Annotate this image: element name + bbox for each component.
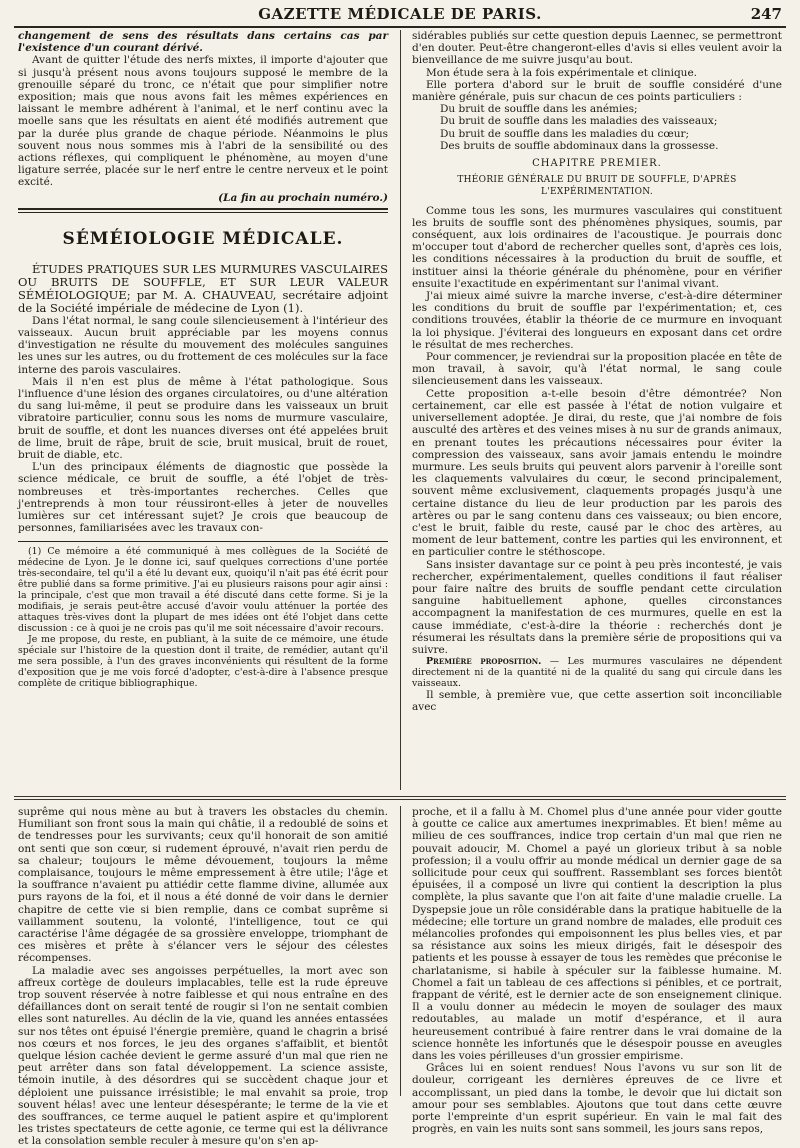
list-item: Des bruits de souffle abdominaux dans la grossesse.: [440, 139, 719, 152]
section-title: SÉMÉIOLOGIE MÉDICALE.: [62, 228, 344, 249]
list-item: Du bruit de souffle dans les maladies du cœur;: [440, 127, 690, 140]
paragraph: Mais il n'en est plus de même à l'état pathologique. Sous l'influence d'une lésion des organes circulatoires, ou d'une altération du sang lui-même, il peut se produire dans les vaisseaux un bruit vibratoire particulier, connu sous les noms de murmure vasculaire, bruit de souffle, et dont les nuances diverses ont été appelées bruit de lime, bruit de râpe, bruit de scie, bruit musical, bruit de rouet, bruit de diable, etc.: [18, 375, 388, 462]
column-top-right: [412, 30, 782, 790]
paragraph: Elle portera d'abord sur le bruit de souffle considéré d'une manière générale, puis sur chacun de ces points particuliers :: [412, 78, 782, 104]
proposition: [412, 656, 782, 689]
section-divider: [18, 208, 388, 210]
horizontal-divider: [14, 796, 786, 800]
lead-paragraph: changement de sens des résultats dans certains cas par l'existence d'un courant dérivé.: [18, 30, 388, 55]
paragraph: sidérables publiés sur cette question depuis Laennec, se permettront d'en douter. Peut-être changeront-elles d'avis si elles veulent avoir la bienveillance de me suivre jusqu'au bout.: [412, 30, 782, 67]
proposition-label: Première proposition.: [426, 656, 542, 668]
paragraph: Cette proposition a-t-elle besoin d'être démontrée? Non certainement, car elle est passée à l'état de notion vulgaire et universellement adoptée. Je dirai, du reste, que j'ai nombre de fois ausculté des artères et des veines mises à nu sur de grands animaux, en prenant toutes les précautions nécessaires pour éviter la compression des vaisseaux, sans avoir jamais entendu le moindre murmure. Les seuls bruits qui peuvent alors parvenir à l'oreille sont les claquements valvulaires du cœur, le second principalement, souvent même exclusivement, claquements propagés jusqu'à une certaine distance du lieu de leur production par les parois des artères ou par le sang contenu dans ces vaisseaux; ou bien encore, c'est le bruit, faible du reste, causé par le choc des artères, au moment de leur battement, contre les parties qui les environnent, et en particulier contre le stéthoscope.: [412, 387, 782, 559]
column-divider: [400, 30, 401, 790]
paragraph: Avant de quitter l'étude des nerfs mixtes, il importe d'ajouter que si jusqu'à présent nous avons toujours supposé le membre de la grenouille séparé du tronc, ce n'était que pour simplifier notre exposition; mais que nous avons fait les mêmes expériences en laissant le membre adhérent à l'animal, et le nerf continu avec la moelle sans que les résultats en aient été modifiés autrement que par la durée plus grande de chaque période. Néanmoins le plus souvent nous nous sommes mis à l'abri de la sensibilité ou des actions réflexes, qui compliquent le phénomène, au moyen d'une ligature serrée, placée sur le nerf entre le centre nerveux et le point excité.: [18, 54, 388, 189]
paragraph: suprême qui nous mène au but à travers les obstacles du chemin. Humiliant son front sous la main qui châtie, il a redoublé de soins et de tendresses pour les survivants; ceux qu'il honorait de son amitié ont senti que son cœur, si rudement éprouvé, n'avait rien perdu de sa chaleur; toujours le même dévouement, toujours la même complaisance, toujours le même empressement à être utile; l'âge et la souffrance n'avaient pu attiédir cette flamme divine, allumée aux purs rayons de la foi, et il nous a été donné de voir dans le dernier chapitre de cette vie si bien remplie, dans ce combat suprême si vaillamment soutenu, la volonté, l'intelligence, tout ce qui caractérise l'âme dégagée de sa grossière enveloppe, triomphant de ces misères et prête à s'élancer vers le séjour des célestes récompenses.: [18, 806, 388, 965]
paragraph: Sans insister davantage sur ce point à peu près incontesté, je vais rechercher, expérimentalement, quelles conditions il faut réaliser pour faire naître des bruits de souffle pendant cette circulation sanguine habituellement aphone, quelles circonstances accompagnent la manifestation de ces murmures, quelle en est la cause immédiate, c'est-à-dire la théorie : recherchés dont je résumerai les résultats dans la première série de propositions qui va suivre.: [412, 558, 782, 656]
paragraph: L'un des principaux éléments de diagnostic que possède la science médicale, ce bruit de souffle, a été l'objet de très-nombreuses et très-importantes recherches. Celles que j'entreprends à mon tour réussiront-elles à jeter de nouvelles lumières sur cet intéressant sujet? Je crois que beaucoup de personnes, familiarisées avec les travaux con-: [18, 461, 388, 535]
footnote-paragraph: (1) Ce mémoire a été communiqué à mes collègues de la Société de médecine de Lyon. Je le donne ici, sauf quelques corrections d'une portée très-secondaire, tel qu'il a été lu devant eux, quoiqu'il n'ait pas été écrit pour être publié dans sa forme primitive. J'ai eu plusieurs raisons pour agir ainsi : la principale, c'est que mon travail a été discuté dans cette forme. Si je la modifiais, je serais peut-être accusé d'avoir voulu atténuer la portée des attaques très-vives dont la plupart de mes idées ont été l'objet dans cette discussion : ce à quoi je ne crois pas qu'il me soit nécessaire d'avoir recours.: [18, 545, 388, 634]
article-title: ÉTUDES PRATIQUES SUR LES MURMURES VASCULAIRES OU BRUITS DE SOUFFLE, ET SUR LEUR VALEUR SÉMÉIOLOGIQUE; par M. A. CHAUVEAU, secrétaire adjoint de la Société impériale de médecine de Lyon (1).: [18, 261, 388, 315]
proposition-text: — Les murmures vasculaires ne dépendent directement ni de la quantité ni de la qualité du sang qui circule dans les vaisseaux.: [412, 656, 782, 690]
column-bottom-left: [18, 806, 388, 1148]
paragraph: La maladie avec ses angoisses perpétuelles, la mort avec son affreux cortège de douleurs implacables, telle est la rude épreuve trop souvent réservée à notre faiblesse et qui nous entraîne en des défaillances dont on serait tenté de rougir si l'on ne sentait combien elles sont naturelles. Au déclin de la vie, quand les années entassées sur nos têtes ont épuisé l'énergie première, quand le chagrin a brisé nos cœurs et nos forces, le jeu des organes s'affaiblit, et bientôt quelque lésion cachée devient le germe assuré d'un mal que rien ne peut arrêter dans son fatal développement. La science assiste, témoin inutile, à des désordres qui se succèdent chaque jour et déploient une puissance irrésistible; le mal envahit sa proie, trop souvent hélas! avec une lenteur désespérante; le terme de la vie et des souffrances, ce terme auquel le patient aspire et qu'implorent les tristes spectateurs de cette agonie, ce terme qui est la délivrance et la consolation semble reculer à mesure qu'on s'en ap-: [18, 964, 388, 1148]
paragraph: Dans l'état normal, le sang coule silencieusement à l'intérieur des vaisseaux. Aucun bruit appréciable par les moyens connus d'investigation ne résulte du mouvement des molécules sanguines les unes sur les autres, ou du frottement de ces molécules sur la face interne des parois vasculaires.: [18, 314, 388, 376]
paragraph: Il semble, à première vue, que cette assertion soit inconciliable avec: [412, 689, 782, 714]
list-item: Du bruit de souffle dans les maladies des vaisseaux;: [440, 115, 718, 128]
running-title: GAZETTE MÉDICALE DE PARIS.: [258, 5, 542, 23]
paragraph: J'ai mieux aimé suivre la marche inverse, c'est-à-dire déterminer les conditions du bruit de souffle par l'expérimentation; et, ces conditions trouvées, établir la théorie de ce murmure en invoquant la loi physique. J'éviterai des longueurs en exposant dans cet ordre le résultat de mes recherches.: [412, 290, 782, 351]
footnote: [18, 546, 388, 689]
running-head: [14, 4, 786, 28]
column-top-left: [18, 30, 388, 770]
paragraph: Comme tous les sons, les murmures vasculaires qui constituent les bruits de souffle sont des phénomènes physiques, soumis, par conséquent, aux lois ordinaires de l'acoustique. Je pourrais donc m'occuper tout d'abord de rechercher quelles sont, d'après ces lois, les conditions nécessaires à la production du bruit de souffle, et instituer ainsi la théorie générale du phénomène, pour en vérifier ensuite l'exactitude en expérimentant sur l'animal vivant.: [412, 204, 782, 290]
paragraph: Mon étude sera à la fois expérimentale et clinique.: [426, 66, 698, 79]
column-divider: [400, 806, 401, 1096]
chapter-subtitle: THÉORIE GÉNÉRALE DU BRUIT DE SOUFFLE, D'APRÈS L'EXPÉRIMENTATION.: [457, 175, 737, 198]
paragraph: proche, et il a fallu à M. Chomel plus d'une année pour vider goutte à goutte ce calice aux amertumes inexprimables. Et bien! même au milieu de ces souffrances, indice trop certain d'un mal que rien ne pouvait adoucir, M. Chomel a payé un glorieux tribut à sa noble profession; il a voulu offrir au monde médical un dernier gage de sa sollicitude pour ceux qui souffrent. Rassemblant ses forces bientôt épuisées, il a composé un livre qui contient la description la plus complète, la plus savante que l'on ait faite d'une maladie cruelle. La Dyspepsie joue un rôle considérable dans la pratique habituelle de la médecine; elle torture un grand nombre de malades, elle produit ces mélancolies profondes qui empoisonnent les plus belles vies, et par sa résistance aux soins les mieux dirigés, fait le désespoir des patients et les pousse à essayer de tous les remèdes que préconise le charlatanisme, si habile à spéculer sur la faiblesse humaine. M. Chomel a fait un tableau de ces affections si pénibles, et ce portrait, frappant de vérité, est le dernier acte de son enseignement clinique. Il a voulu donner au médecin le moyen de soulager des maux redoutables, au malade un motif d'espérance, et il aura heureusement contribué à faire rentrer dans le vrai domaine de la science honnête les infortunés que le désespoir pousse en aveugles dans les voies périlleuses d'un grossier empirisme.: [412, 806, 782, 1063]
paragraph: Grâces lui en soient rendues! Nous l'avons vu sur son lit de douleur, corrigeant les dernières épreuves de ce livre et accomplissant, un pied dans la tombe, le devoir que lui dictait son amour pour ses semblables. Ajoutons que tout dans cette œuvre porte l'empreinte d'un esprit supérieur. En vain le mal fait des progrès, en vain les nuits sont sans sommeil, les jours sans repos,: [412, 1062, 782, 1136]
column-bottom-right: [412, 806, 782, 1136]
footnote-paragraph: Je me propose, du reste, en publiant, à la suite de ce mémoire, une étude spéciale sur l'histoire de la question dont il traite, de remédier, autant qu'il me sera possible, à l'un des graves inconvénients qui résultent de la forme d'exposition que je me vois forcé d'adopter, c'est-à-dire à l'absence presque complète de critique bibliographique.: [18, 633, 388, 689]
continuation-note: (La fin au prochain numéro.): [218, 191, 388, 204]
paragraph: Pour commencer, je reviendrai sur la proposition placée en tête de mon travail, à savoir, qu'à l'état normal, le sang coule silencieusement dans les vaisseaux.: [412, 351, 782, 388]
section-divider: [18, 212, 388, 213]
list-item: Du bruit de souffle dans les anémies;: [440, 103, 638, 116]
footnote-divider: [18, 541, 388, 542]
chapter-heading: CHAPITRE PREMIER.: [532, 158, 662, 170]
page-number: 247: [750, 5, 782, 23]
